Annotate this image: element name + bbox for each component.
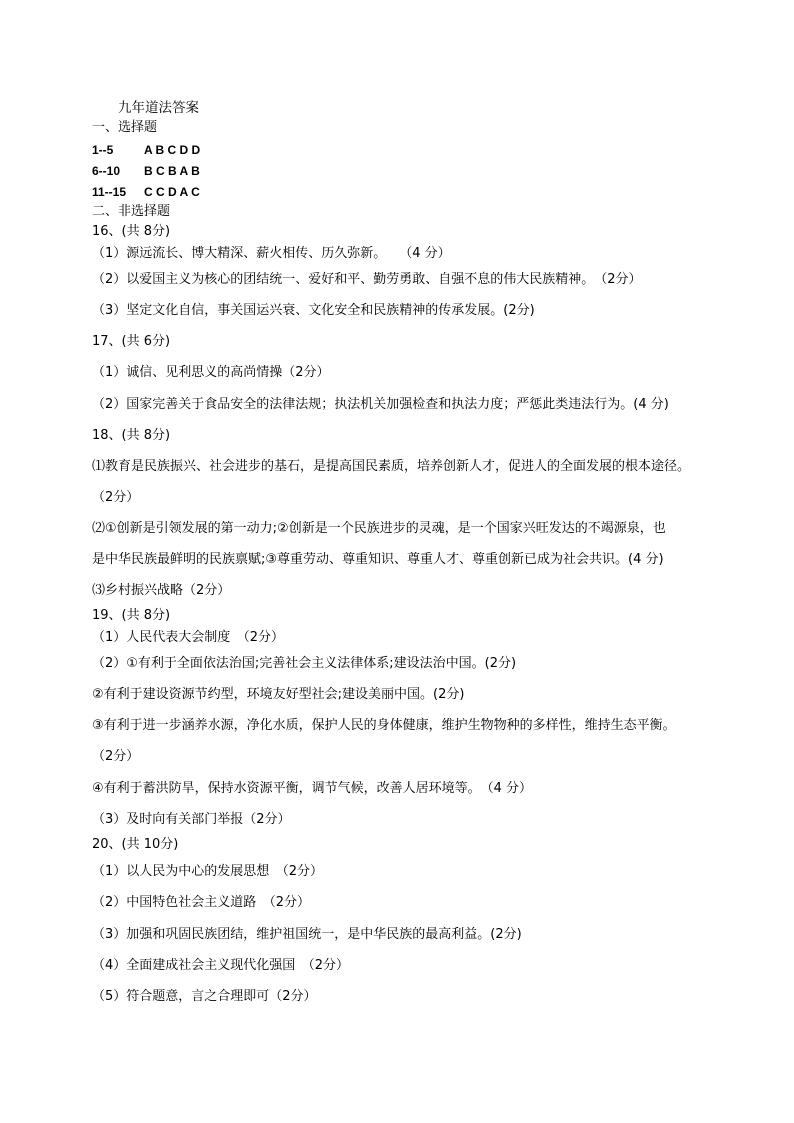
question-16-answer-2: （2）以爱国主义为核心的团结统一、爱好和平、勤劳勇敢、自强不息的伟大民族精神。 （2分） [92, 272, 642, 287]
mc-answers: A B C D D [144, 143, 201, 157]
mc-answers: B C B A B [144, 164, 200, 178]
question-18-answer-1: ⑴教育是民族振兴、社会进步的基石，是提高国民素质，培养创新人才，促进人的全面发展的根本途径。 [92, 459, 691, 474]
question-18-answer-1-score: （2分） [92, 490, 140, 505]
question-16-answer-3: （3）坚定文化自信，事关国运兴衰、文化安全和民族精神的传承发展。(2分) [92, 303, 535, 318]
question-17-head: 17、(共 6分) [92, 334, 171, 349]
question-19-answer-2: （2）①有利于全面依法治国;完善社会主义法律体系;建设法治中国。(2分) [92, 656, 517, 671]
question-16-answer-1: （1）源远流长、博大精深、薪火相传、历久弥新。 （4 分） [92, 246, 451, 261]
question-19-answer-2c: ③有利于进一步涵养水源，净化水质，保护人民的身体健康，维护生物物种的多样性，维持生态平衡。 [92, 718, 676, 733]
question-16-head: 16、(共 8分) [92, 224, 171, 239]
question-19-answer-1: （1）人民代表大会制度 （2分） [92, 630, 285, 645]
mc-range: 6--10 [92, 164, 121, 178]
question-20-answer-3: （3）加强和巩固民族团结，维护祖国统一，是中华民族的最高利益。(2分) [92, 927, 522, 942]
question-20-answer-4: （4）全面建成社会主义现代化强国 （2分） [92, 958, 350, 973]
question-20-head: 20、(共 10分) [92, 837, 179, 852]
question-17-answer-2: （2）国家完善关于食品安全的法律法规；执法机关加强检查和执法力度；严惩此类违法行为。(4 分) [92, 397, 669, 412]
mc-answers: C C D A C [144, 185, 200, 199]
section-heading-non-choice: 二、非选择题 [92, 204, 171, 219]
question-18-head: 18、(共 8分) [92, 428, 171, 443]
question-20-answer-5: （5）符合题意，言之合理即可（2分） [92, 989, 317, 1004]
question-18-answer-2: ⑵①创新是引领发展的第一动力;②创新是一个民族进步的灵魂，是一个国家兴旺发达的不竭源泉，也 [92, 521, 666, 536]
question-19-answer-2d: ④有利于蓄洪防旱，保持水资源平衡，调节气候，改善人居环境等。 （4 分） [92, 781, 533, 796]
mc-answer-row [92, 183, 200, 201]
question-18-answer-2-cont: 是中华民族最鲜明的民族禀赋;③尊重劳动、尊重知识、尊重人才、尊重创新已成为社会共识。(4 分) [92, 552, 664, 567]
question-18-answer-3: ⑶乡村振兴战略（2分） [92, 583, 231, 598]
page-title: 九年道法答案 [118, 100, 199, 116]
mc-answer-row [92, 141, 200, 159]
question-20-answer-2: （2）中国特色社会主义道路 （2分） [92, 895, 311, 910]
mc-range: 1--5 [92, 143, 114, 157]
question-19-answer-2c-score: （2分） [92, 749, 140, 764]
question-20-answer-1: （1）以人民为中心的发展思想 （2分） [92, 864, 324, 879]
mc-answer-row [92, 162, 200, 180]
section-heading-multiple-choice: 一、选择题 [92, 120, 158, 135]
question-19-head: 19、(共 8分) [92, 608, 171, 623]
question-19-answer-3: （3）及时向有关部门举报（2分） [92, 812, 291, 827]
mc-range: 11--15 [92, 185, 127, 199]
question-17-answer-1: （1）诚信、见利思义的高尚情操（2分） [92, 365, 330, 380]
question-19-answer-2b: ②有利于建设资源节约型，环境友好型社会;建设美丽中国。(2分) [92, 687, 465, 702]
